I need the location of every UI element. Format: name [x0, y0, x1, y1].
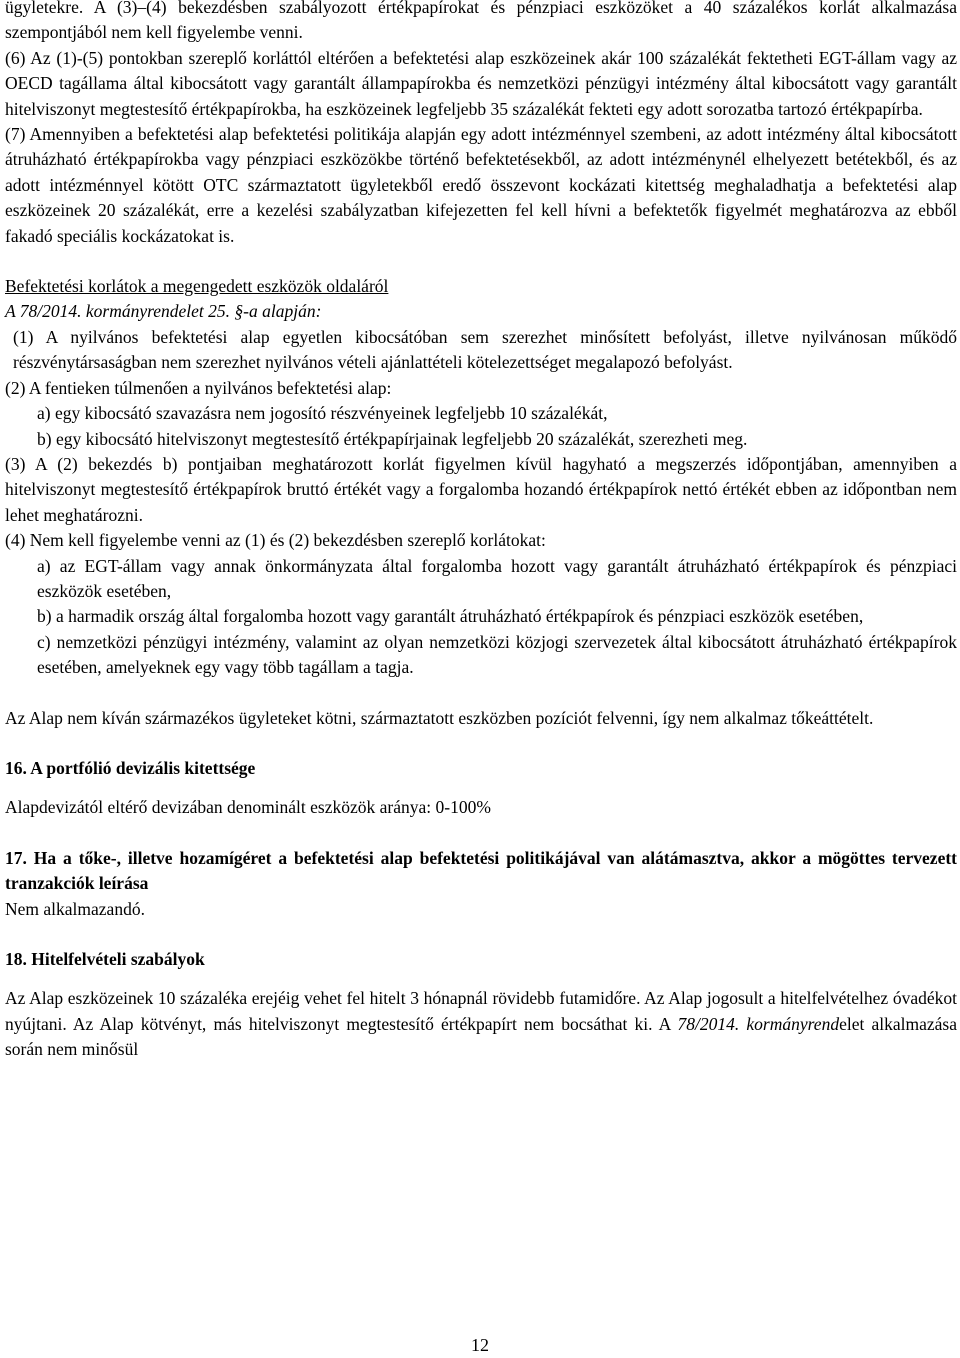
limits-paragraph-3: (3) A (2) bekezdés b) pontjaiban meghatározott korlát figyelmen kívül hagyható a megszerzés időpontjában, amennyiben a hitelviszonyt megtestesítő értékpapírok bruttó értékét vagy a forgalomba hozandó értékpapírok nettó értékét ebben az időpontban nem lehet meghatározni. [5, 453, 957, 525]
derivatives-note: Az Alap nem kíván származékos ügyleteket kötni, származtatott eszközben pozíciót felvenni, így nem alkalmaz tőkeáttételt. [5, 707, 874, 728]
section-18-heading: 18. Hitelfelvételi szabályok [5, 949, 205, 969]
limits-item-2b: b) egy kibocsátó hitelviszonyt megtestesítő értékpapírjainak legfeljebb 20 százalékát, szerezheti meg. [37, 428, 748, 449]
section-17-body: Nem alkalmazandó. [5, 898, 145, 919]
limits-paragraph-1: (1) A nyilvános befektetési alap egyetlen kibocsátóban sem szerezhet minősített befolyást, illetve nyilvánosan működő részvénytársaságban nem szerezhet nyilvános vételi ajánlattételi kötelezettséget megalapozó befolyást. [13, 326, 957, 373]
document-page [5, 0, 957, 1063]
limits-reference: A 78/2014. kormányrendelet 25. §-a alapján: [5, 301, 322, 322]
section-17-heading: 17. Ha a tőke-, illetve hozamígéret a befektetési alap befektetési politikájával van alátámasztva, akkor a mögöttes tervezett tranzakciók leírása [5, 847, 957, 894]
limits-item-4c: c) nemzetközi pénzügyi intézmény, valamint az olyan nemzetközi közjogi szervezetek által kibocsátott átruházható értékpapírok esetében, amelyeknek egy vagy több tagállam a tagja. [37, 631, 957, 678]
section-18-body: Az Alap eszközeinek 10 százaléka erejéig vehet fel hitelt 3 hónapnál rövidebb futamidőre. Az Alap jogosult a hitelfelvételhez óvadékot nyújtani. Az Alap kötvényt, más hitelviszonyt megtestesítő értékpapírt nem bocsáthat ki. A 78/2014. kormányrendelet alkalmazása során nem minősül [5, 988, 957, 1060]
section-16-heading: 16. A portfólió devizális kitettsége [5, 757, 256, 778]
section-16-body: Alapdevizától eltérő devizában denominált eszközök aránya: 0-100% [5, 797, 491, 818]
limits-item-4a: a) az EGT-állam vagy annak önkormányzata által forgalomba hozott vagy garantált átruházható értékpapírok és pénzpiaci eszközök esetében, [37, 555, 957, 601]
limits-paragraph-2: (2) A fentieken túlmenően a nyilvános befektetési alap: [5, 377, 392, 398]
limits-item-2a: a) egy kibocsátó szavazásra nem jogosító részvényeinek legfeljebb 10 százalékát, [37, 403, 608, 424]
limits-section-title: Befektetési korlátok a megengedett eszközök oldaláról [5, 276, 389, 297]
paragraph-7: (7) Amennyiben a befektetési alap befektetési politikája alapján egy adott intézménnyel szembeni, az adott intézmény által kibocsátott átruházható értékpapírokba vagy pénzpiaci eszközökbe történő befektetésekből, az adott intézménynél elhelyezett betétekből, és az adott intézménnyel kötött OTC származtatott ügyletekből eredő összevont kockázati kitettség meghaladhatja a befektetési alap eszközeinek 20 százalékát, erre a kezelési szabályzatban kifejezetten fel kell hívni a befektetők figyelmét meghatározva az ebből fakadó speciális kockázatokat is. [5, 124, 957, 246]
page-number: 12 [471, 1335, 489, 1355]
limits-item-4b: b) a harmadik ország által forgalomba hozott vagy garantált átruházható értékpapírok és pénzpiaci eszközök esetében, [37, 606, 864, 627]
paragraph-6: (6) Az (1)-(5) pontokban szereplő korláttól eltérően a befektetési alap eszközeinek akár 100 százalékát fektetheti EGT-állam vagy az OECD tagállama által kibocsátott vagy garantált állampapírokba és nemzetközi pénzügyi intézmény által kibocsátott vagy garantált hitelviszonyt megtestesítő értékpapírokba, ha eszközeinek legfeljebb 35 százalékát fekteti egy adott sorozatba tartozó értékpapírba. [5, 47, 957, 119]
paragraph-continuation: ügyletekre. A (3)–(4) bekezdésben szabályozott értékpapírokat és pénzpiaci eszközöket a 40 százalékos korlát alkalmazása szempontjából nem kell figyelembe venni. [5, 0, 957, 43]
limits-paragraph-4: (4) Nem kell figyelembe venni az (1) és (2) bekezdésben szereplő korlátokat: [5, 530, 546, 551]
